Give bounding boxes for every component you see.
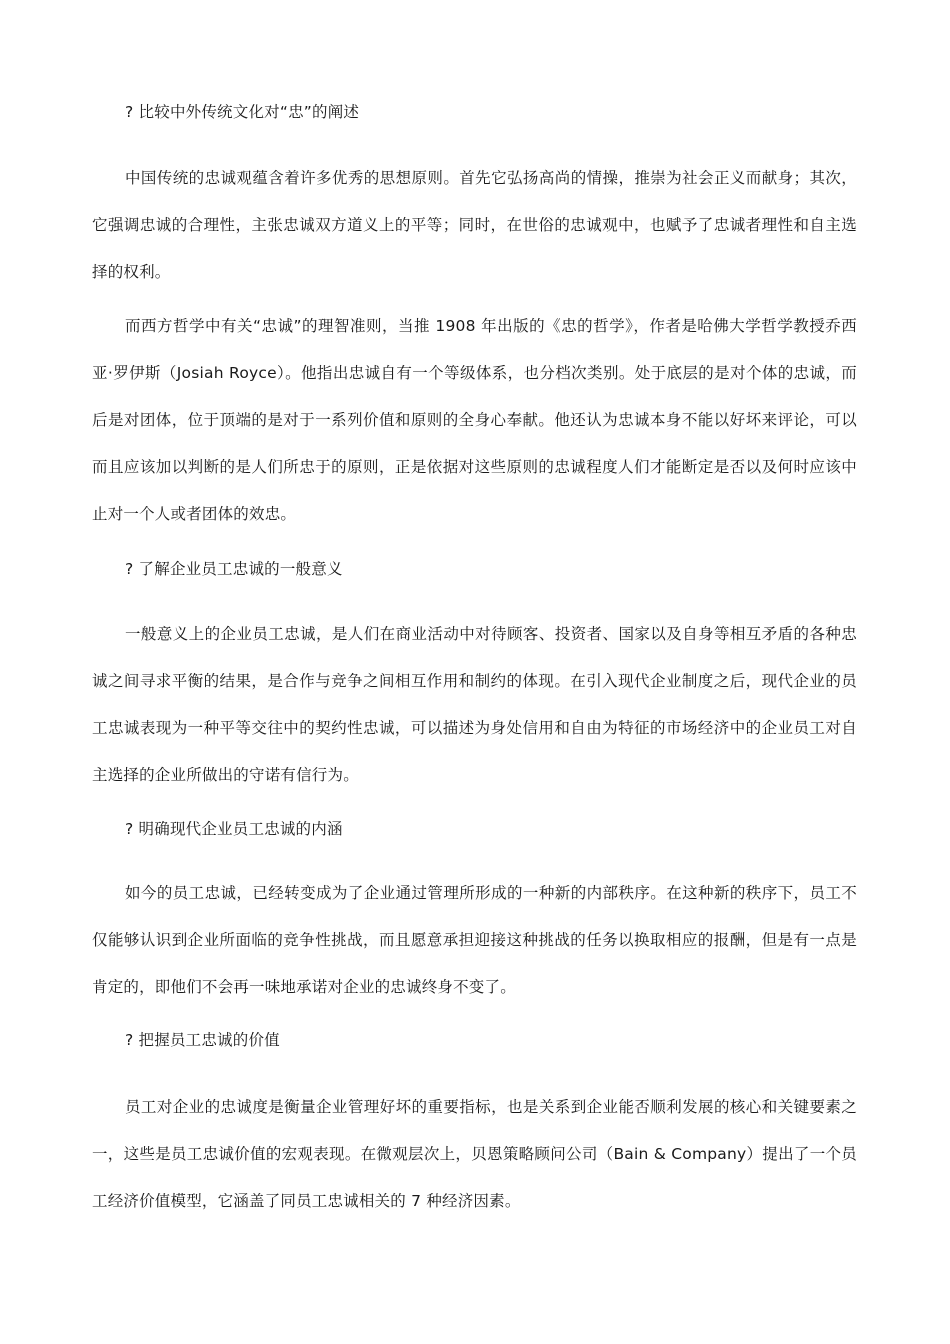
paragraph-western-loyalty: 而西方哲学中有关“忠诚”的理智准则，当推 1908 年出版的《忠的哲学》，作者是哈佛大学哲学教授乔西亚·罗伊斯（Josiah Royce）。他指出忠诚自有一个等级体系，也分档次类别。处于底层的是对个体的忠诚，而后是对团体，位于顶端的是对于一系列价值和原则的全身心奉献。他还认为忠诚本身不能以好坏来评论，可以而且应该加以判断的是人们所忠于的原则，正是依据对这些原则的忠诚程度人们才能断定是否以及何时应该中止对一个人或者团体的效忠。 xyxy=(92,317,857,523)
paragraph-loyalty-value: 员工对企业的忠诚度是衡量企业管理好坏的重要指标，也是关系到企业能否顺利发展的核心和关键要素之一，这些是员工忠诚价值的宏观表现。在微观层次上，贝恩策略顾问公司（Bain & Company）提出了一个员工经济价值模型，它涵盖了同员工忠诚相关的 7 种经济因素。 xyxy=(92,1098,857,1210)
section-heading-comparison: ? 比较中外传统文化对“忠”的阐述 xyxy=(125,103,360,121)
section-heading-loyalty-value: ? 把握员工忠诚的价值 xyxy=(125,1031,280,1049)
paragraph-general-meaning: 一般意义上的企业员工忠诚，是人们在商业活动中对待顾客、投资者、国家以及自身等相互矛盾的各种忠诚之间寻求平衡的结果，是合作与竞争之间相互作用和制约的体现。在引入现代企业制度之后，现代企业的员工忠诚表现为一种平等交往中的契约性忠诚，可以描述为身处信用和自由为特征的市场经济中的企业员工对自主选择的企业所做出的守诺有信行为。 xyxy=(92,625,857,784)
section-heading-general-meaning: ? 了解企业员工忠诚的一般意义 xyxy=(125,560,343,578)
paragraph-modern-connotation: 如今的员工忠诚，已经转变成为了企业通过管理所形成的一种新的内部秩序。在这种新的秩序下，员工不仅能够认识到企业所面临的竞争性挑战，而且愿意承担迎接这种挑战的任务以换取相应的报酬，但是有一点是肯定的，即他们不会再一味地承诺对企业的忠诚终身不变了。 xyxy=(92,884,857,996)
section-heading-modern-connotation: ? 明确现代企业员工忠诚的内涵 xyxy=(125,820,343,838)
paragraph-chinese-loyalty: 中国传统的忠诚观蕴含着许多优秀的思想原则。首先它弘扬高尚的情操，推崇为社会正义而献身；其次，它强调忠诚的合理性，主张忠诚双方道义上的平等；同时，在世俗的忠诚观中，也赋予了忠诚者理性和自主选择的权利。 xyxy=(92,169,857,281)
